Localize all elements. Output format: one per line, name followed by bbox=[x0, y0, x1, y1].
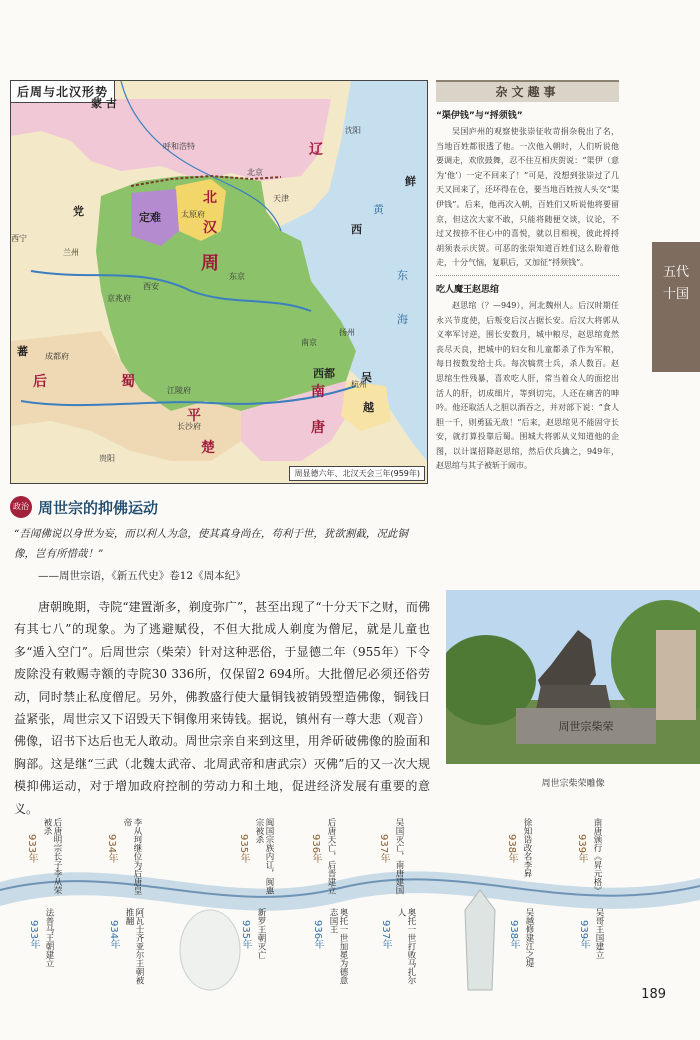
timeline-event-world: 法普马王朝建立 bbox=[44, 908, 54, 968]
map-label-southern: 南 bbox=[311, 384, 325, 400]
article-title: 周世宗的抑佛运动 bbox=[38, 499, 159, 517]
timeline-event-china: 徐知诰改名李昪 bbox=[522, 818, 532, 878]
article-paragraph: 唐朝晚期，寺院“建置渐多，剃度弥广”，甚至出现了“十分天下之财，而佛有其七八”的现象。为了逃避赋役，不但大批成人剃度为僧尼，就是儿童也多“遁入空门”。后周世宗（柴荣）针对这种恶俗，于显德二年（955年）下令废除没有敕赐寺额的寺院30 336所，仅保留2 694所。大批僧尼必须还俗劳动，同时禁止私度僧尼。另外，佛教盛行使大量铜钱被销毁塑造佛像，铜钱日益紧张，周世宗又下诏毁天下铜像用来铸钱。据说，镇州有一尊大悲（观音）佛像，诏书下达后也无人敢动。周世宗亲自来到这里，用斧斫破佛像的脸面和胸部。这是继“三武（北魏太武帝、北周武帝和唐武宗）灭佛”后的又一次大规模抑佛运动，对于增加政府控制的劳动力和土地，促进经济发展有重要的意义。 bbox=[14, 600, 430, 816]
map-caption: 周显德六年、北汉天会三年(959年) bbox=[289, 466, 425, 481]
map-label-xidu: 西都 bbox=[313, 367, 335, 380]
map-label-xian-korea: 鲜 bbox=[405, 175, 416, 188]
timeline-event-china: 吴国灭亡，南唐建国 bbox=[394, 818, 404, 895]
timeline-year-top: 936年 bbox=[310, 834, 321, 864]
map-label-beijing: 北京 bbox=[247, 168, 263, 177]
timeline-year-top: 935年 bbox=[238, 834, 249, 864]
map-label-dingnan: 定难 bbox=[139, 211, 161, 224]
timeline-year-bottom: 934年 bbox=[108, 920, 119, 950]
statue-photo bbox=[446, 590, 700, 764]
map-label-shu: 蜀 bbox=[121, 374, 135, 390]
timeline-event-china: 闽国宗族内讧，闽惠宗被杀 bbox=[254, 818, 274, 895]
politics-icon: 政治 bbox=[10, 496, 32, 518]
sidebar-anecdotes bbox=[436, 80, 619, 550]
story2-title: 吃人魔王赵思绾 bbox=[436, 284, 500, 295]
map-label-taiyuan: 太原府 bbox=[181, 210, 205, 219]
timeline-year-top: 938年 bbox=[506, 834, 517, 864]
timeline-year-top: 933年 bbox=[26, 834, 37, 864]
timeline-event-world: 阿瓦士齐亚尔王朝被推翻 bbox=[124, 908, 144, 985]
timeline-event-china: 南唐颁行《昇元格》 bbox=[592, 818, 602, 895]
statue-image bbox=[446, 590, 700, 764]
timeline bbox=[0, 790, 700, 1040]
map-label-tang-south: 唐 bbox=[311, 420, 325, 436]
timeline-year-top: 939年 bbox=[576, 834, 587, 864]
article-quote: “吾闻佛说以身世为妄，而以利人为急，使其真身尚在，苟利于世，犹欲割截，况此铜像，岂有所惜哉！” bbox=[14, 528, 408, 560]
map-label-yellow-sea: 黄 bbox=[373, 203, 384, 216]
map-graphic bbox=[11, 81, 427, 483]
map-label-liao: 辽 bbox=[309, 142, 323, 158]
map-title: 后周与北汉形势 bbox=[11, 81, 115, 103]
map-label-ping: 平 bbox=[187, 408, 201, 424]
chapter-tab-label: 五代十国 bbox=[662, 265, 689, 302]
timeline-event-world: 奥托一世打败马扎尔人 bbox=[396, 908, 416, 985]
timeline-year-bottom: 938年 bbox=[508, 920, 519, 950]
map-label-chengdu: 成都府 bbox=[45, 352, 69, 361]
timeline-event-china: 后唐明宗长子李从荣被杀 bbox=[42, 818, 62, 895]
map-label-shenyang: 沈阳 bbox=[345, 126, 361, 135]
story2-body: 赵思绾（？—949），河北魏州人。后汉时期任永兴节度使，后叛变后汉占据长安。后汉大将郭从义率军讨逆，围长安数月，城中粮尽，赵思绾竟然丧尽天良，把城中的妇女和儿童都杀了作为军粮，每日按数发给士兵。每次犒赏士兵，杀人数百。赵思绾生性残暴，喜欢吃人肝，常当着众人的面挖出活人的肝，切成细片，等到切完，人还在痛苦的呻吟。他还取活人之胆以酒吞之，并对部下说：“食人胆一千，则勇猛无敌！”后来，赵思绾见不能固守长安，就打算投靠后蜀。围城大将郭从义知道他的企图，以计谋招降赵思绾，然后伏兵擒之，949年，赵思绾与其子被斩于闹市。 bbox=[436, 300, 619, 471]
timeline-event-china: 后唐天亡，后晋建立 bbox=[326, 818, 336, 895]
timeline-year-bottom: 933年 bbox=[28, 920, 39, 950]
map-label-fan: 蕃 bbox=[17, 345, 28, 358]
timeline-year-bottom: 936年 bbox=[312, 920, 323, 950]
timeline-year-bottom: 935年 bbox=[240, 920, 251, 950]
map-label-nanjing: 南京 bbox=[301, 338, 317, 347]
map-label-han: 汉 bbox=[203, 220, 217, 236]
sidebar-divider bbox=[436, 275, 619, 276]
timeline-event-world: 吴越修建江之堤 bbox=[524, 908, 534, 968]
map-label-chu: 楚 bbox=[201, 440, 215, 456]
map-label-tianjin: 天津 bbox=[273, 194, 289, 203]
story1-title: “渠伊钱”与“捋须钱” bbox=[436, 111, 523, 121]
article-header bbox=[10, 496, 426, 520]
map-label-hangzhou: 杭州 bbox=[351, 380, 367, 389]
article-body bbox=[14, 596, 430, 820]
map-label-jiangling: 江陵府 bbox=[167, 386, 191, 395]
statue-plaque: 周世宗柴荣 bbox=[558, 720, 614, 733]
map-label-east-sea: 东 bbox=[397, 269, 408, 282]
map-label-tang: 党 bbox=[73, 205, 84, 218]
map-label-dongjing: 东京 bbox=[229, 272, 245, 281]
timeline-year-bottom: 939年 bbox=[578, 920, 589, 950]
map-label-lanzhou: 兰州 bbox=[63, 248, 79, 257]
sidebar-title: 杂文趣事 bbox=[436, 80, 619, 102]
timeline-year-top: 934年 bbox=[106, 834, 117, 864]
map-label-sea: 海 bbox=[397, 313, 408, 326]
map-label-wu: 吴 bbox=[361, 371, 372, 384]
map-label-guiyang: 贵阳 bbox=[99, 454, 115, 463]
page-number: 189 bbox=[641, 987, 666, 1002]
map-label-yangzhou: 扬州 bbox=[339, 328, 355, 337]
chapter-tab bbox=[652, 242, 700, 372]
quote-source: ——周世宗语，《新五代史》卷12《周本纪》 bbox=[38, 570, 246, 582]
historical-map bbox=[10, 80, 428, 484]
timeline-year-bottom: 937年 bbox=[380, 920, 391, 950]
map-label-mongolia: 蒙 古 bbox=[91, 97, 117, 110]
map-label-hohhot: 呼和浩特 bbox=[163, 142, 195, 151]
map-label-xi: 西 bbox=[351, 223, 362, 236]
map-label-yue: 越 bbox=[363, 401, 374, 414]
map-label-jingzhao: 京兆府 bbox=[107, 294, 131, 303]
photo-caption: 周世宗柴荣雕像 bbox=[541, 779, 605, 789]
map-label-hou: 后 bbox=[33, 374, 47, 390]
timeline-event-world: 吴哥王国建立 bbox=[594, 908, 604, 959]
timeline-event-world: 奥托一世加冕为德意志国王 bbox=[328, 908, 348, 985]
map-label-changsha: 长沙府 bbox=[177, 422, 201, 431]
map-label-bei: 北 bbox=[203, 190, 217, 206]
timeline-event-world: 新罗王朝灭亡 bbox=[256, 908, 266, 959]
timeline-year-top: 937年 bbox=[378, 834, 389, 864]
timeline-event-china: 李从珂继位为后唐皇帝 bbox=[122, 818, 142, 895]
map-label-xian: 西安 bbox=[143, 282, 159, 291]
map-label-xining: 西宁 bbox=[11, 234, 27, 243]
map-label-zhou: 周 bbox=[201, 253, 219, 274]
story1-body: 吴国庐州的观察使张崇征收苛捐杂税出了名，当地百姓都很透了他。一次他入朝时，人们听说他要调走，欢欣鼓舞，忍不住互相庆贺说：“渠伊（意为‘他’）一定不回来了！”可是，没想到张崇过了几天又回来了，还坏得在仓，要当地百姓按人头交“渠伊钱”。后来，他再次入朝，百姓们又听说他将要留京，但这次大家不敢，只能将随便交谈，议论，不过又按捺不住心中的喜悦，就以目相视，彼此捋捋胡须表示庆贺。可恶的张崇知道百姓们这么盼着他走，十分气恼，复职后，又加征“捋须钱”。 bbox=[436, 127, 619, 268]
